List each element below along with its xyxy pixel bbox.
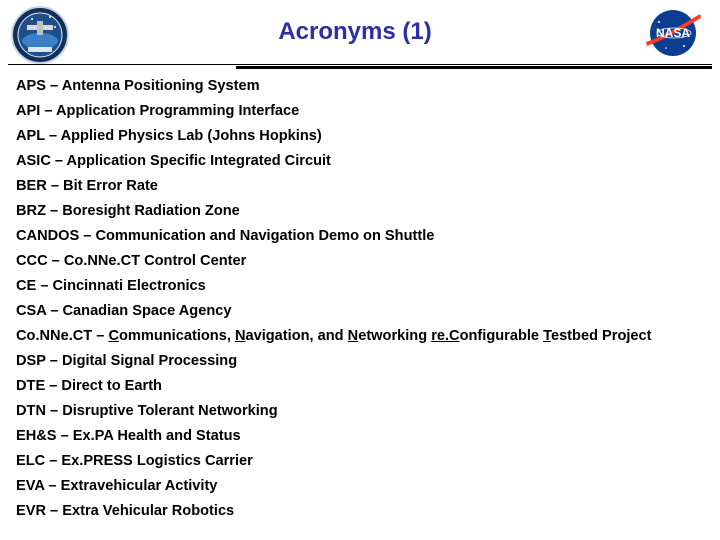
connect-letter-c1: C	[108, 328, 119, 344]
connect-text-3: etworking	[358, 328, 432, 344]
acronym-item-asic: ASIC – Application Specific Integrated Circuit	[16, 153, 331, 169]
nasa-meatball-logo-icon	[644, 8, 702, 58]
connect-letter-t: T	[543, 328, 551, 344]
acronym-item-dte: DTE – Direct to Earth	[16, 378, 162, 394]
connect-prefix: Co.NNe.CT –	[16, 328, 109, 344]
acronym-item-brz: BRZ – Boresight Radiation Zone	[16, 203, 240, 219]
nasa-wordmark: NASA	[655, 26, 691, 40]
acronym-item-ccc: CCC – Co.NNe.CT Control Center	[16, 253, 247, 269]
title-divider-thick	[236, 66, 712, 69]
acronym-item-candos: CANDOS – Communication and Navigation Demo on Shuttle	[16, 228, 435, 244]
acronym-item-apl: APL – Applied Physics Lab (Johns Hopkins)	[16, 128, 322, 144]
acronym-item-ehs: EH&S – Ex.PA Health and Status	[16, 428, 241, 444]
connect-letter-c2: C	[449, 328, 460, 344]
connect-letter-n1: N	[234, 328, 246, 344]
nasa-logo	[644, 8, 702, 58]
acronym-item-dtn: DTN – Disruptive Tolerant Networking	[16, 403, 278, 419]
acronym-item-evr: EVR – Extra Vehicular Robotics	[16, 503, 235, 519]
acronym-item-ber: BER – Bit Error Rate	[16, 178, 158, 194]
acronym-item-connect	[16, 324, 652, 349]
acronym-item-dsp: DSP – Digital Signal Processing	[16, 353, 238, 369]
acronym-item-csa: CSA – Canadian Space Agency	[16, 303, 232, 319]
connect-letters-re: re.	[431, 328, 450, 344]
connect-letter-n2: N	[347, 328, 359, 344]
acronym-item-api: API – Application Programming Interface	[16, 103, 300, 119]
connect-text-4: onfigurable	[459, 328, 544, 344]
title-divider-thin	[8, 64, 712, 65]
connect-text-1: ommunications,	[118, 328, 235, 344]
acronym-list	[16, 74, 652, 524]
acronym-item-ce: CE – Cincinnati Electronics	[16, 278, 206, 294]
acronym-item-elc: ELC – Ex.PRESS Logistics Carrier	[16, 453, 253, 469]
acronym-item-aps: APS – Antenna Positioning System	[16, 78, 260, 94]
connect-text-2: avigation, and	[245, 328, 348, 344]
page-title: Acronyms (1)	[278, 18, 432, 45]
acronym-item-eva: EVA – Extravehicular Activity	[16, 478, 218, 494]
connect-text-5: estbed Project	[550, 328, 652, 344]
